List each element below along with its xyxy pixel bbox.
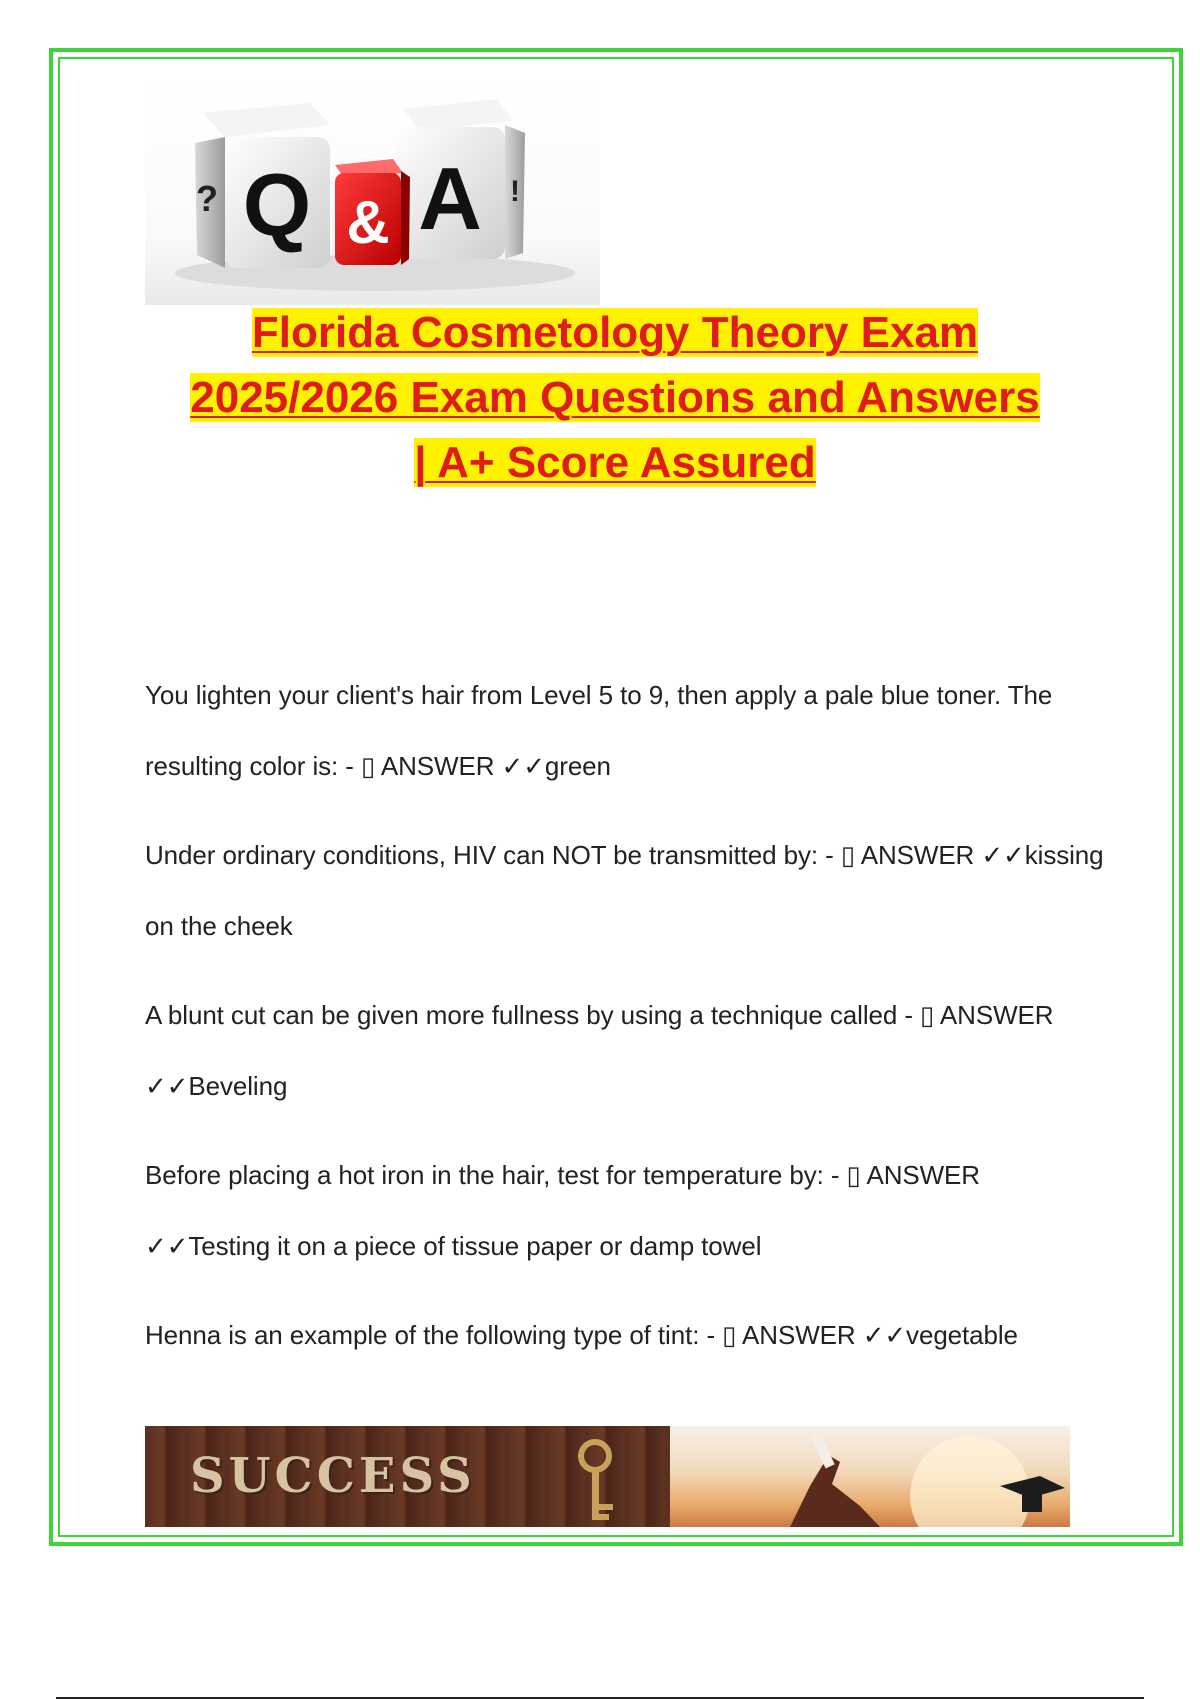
title-line-3: | A+ Score Assured <box>414 438 816 487</box>
qa-answer: ✓✓vegetable <box>862 1320 1018 1350</box>
qa-answer: ✓✓Testing it on a piece of tissue paper or damp towel <box>145 1231 762 1261</box>
title-line-1: Florida Cosmetology Theory Exam <box>251 308 979 357</box>
wood-panel <box>145 1426 670 1527</box>
qa-question: Henna is an example of the following type of tint: - ▯ ANSWER <box>145 1320 856 1350</box>
footer-rule <box>56 1697 1144 1699</box>
qa-answer: ✓✓Beveling <box>145 1071 288 1101</box>
qa-answer: ✓✓kissing on the cheek <box>145 840 1104 941</box>
die-a-letter: A <box>418 149 482 248</box>
qa-dice-logo <box>145 73 600 305</box>
die-q-letter: Q <box>242 155 312 254</box>
qa-list <box>145 660 1105 1389</box>
document-title <box>120 300 1110 495</box>
qa-item <box>145 820 1105 962</box>
qa-answer: ✓✓green <box>501 751 611 781</box>
qa-question: You lighten your client's hair from Level 5 to 9, then apply a pale blue toner. The resulting color is: - ▯ ANSWER <box>145 680 1053 781</box>
qa-item <box>145 1140 1105 1282</box>
key-icon <box>145 1426 670 1527</box>
die-q <box>195 103 330 268</box>
qa-item <box>145 980 1105 1122</box>
die-ampersand-symbol: & <box>346 189 390 256</box>
success-banner <box>145 1426 1070 1527</box>
qa-dice-illustration <box>145 73 600 305</box>
title-line-2: 2025/2026 Exam Questions and Answers <box>190 373 1040 422</box>
graduate-photo <box>670 1426 1070 1527</box>
qa-question: Under ordinary conditions, HIV can NOT be transmitted by: - ▯ ANSWER <box>145 840 975 870</box>
success-text: SUCCESS <box>190 1448 476 1504</box>
qa-item <box>145 660 1105 802</box>
die-a-side-mark: ! <box>510 175 520 208</box>
qa-question: A blunt cut can be given more fullness by using a technique called - ▯ ANSWER <box>145 1000 1054 1030</box>
qa-question: Before placing a hot iron in the hair, test for temperature by: - ▯ ANSWER <box>145 1160 980 1190</box>
graduate-silhouette-icon <box>670 1426 1070 1527</box>
die-q-side-mark: ? <box>196 178 218 219</box>
die-a <box>395 99 525 259</box>
qa-item <box>145 1300 1105 1371</box>
